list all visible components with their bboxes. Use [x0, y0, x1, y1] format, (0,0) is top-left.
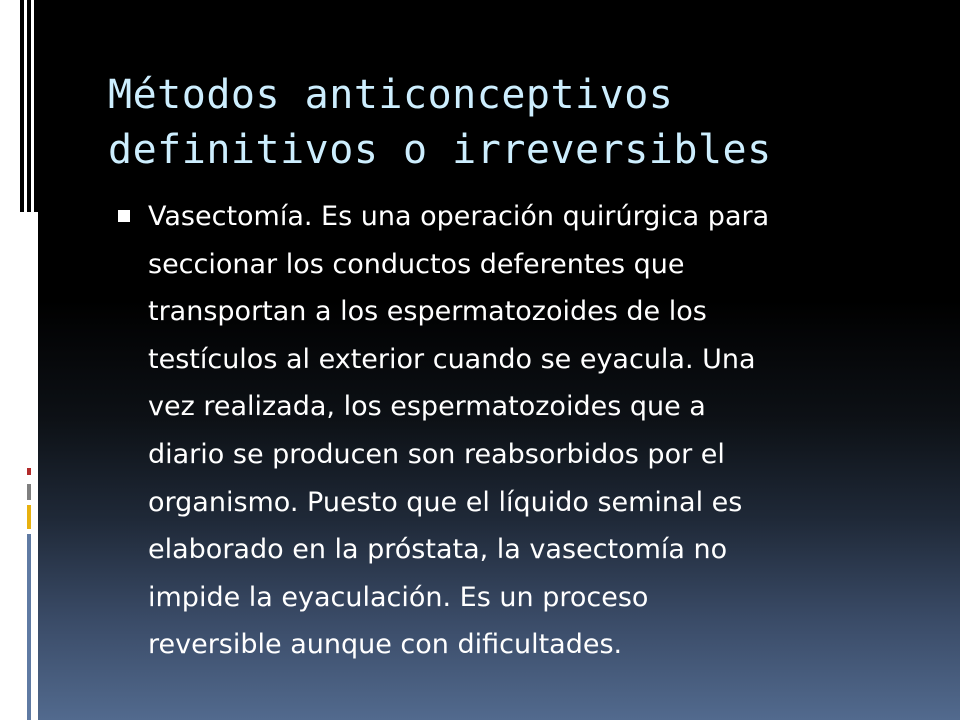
slide-title-line-1: Métodos anticonceptivos — [108, 72, 674, 118]
bullet-line-10: reversible aunque con dificultades. — [148, 629, 623, 661]
bullet-line-3: transportan a los espermatozoides de los — [148, 296, 707, 328]
bullet-paragraph — [148, 193, 928, 669]
bullet-line-1: Vasectomía. Es una operación quirúrgica para — [148, 201, 770, 232]
deco-stripe-gold — [27, 505, 31, 529]
slide-title-line-2: definitivos o irreversibles — [108, 127, 772, 173]
bullet-line-6: diario se producen son reabsorbidos por el — [148, 438, 725, 470]
deco-stripe-red — [27, 468, 31, 475]
bullet-square-icon — [118, 210, 130, 222]
bullet-line-8: elaborado en la próstata, la vasectomía no — [148, 534, 728, 566]
deco-stripe-gray — [27, 484, 31, 500]
deco-stripe-top-3 — [34, 0, 38, 212]
deco-stripe-top-2 — [27, 0, 31, 212]
left-decorative-band — [0, 0, 38, 720]
bullet-line-7: organismo. Puesto que el líquido seminal es — [148, 486, 743, 518]
deco-stripe-top-1 — [20, 0, 24, 212]
bullet-line-2: seccionar los conductos deferentes que — [148, 248, 685, 280]
bullet-line-5: vez realizada, los espermatozoides que a — [148, 391, 706, 423]
bullet-line-4: testículos al exterior cuando se eyacula. Una — [148, 343, 756, 375]
bullet-line-9: impide la eyaculación. Es un proceso — [148, 581, 649, 613]
deco-stripe-blue — [27, 534, 31, 720]
slide-title — [108, 68, 928, 178]
